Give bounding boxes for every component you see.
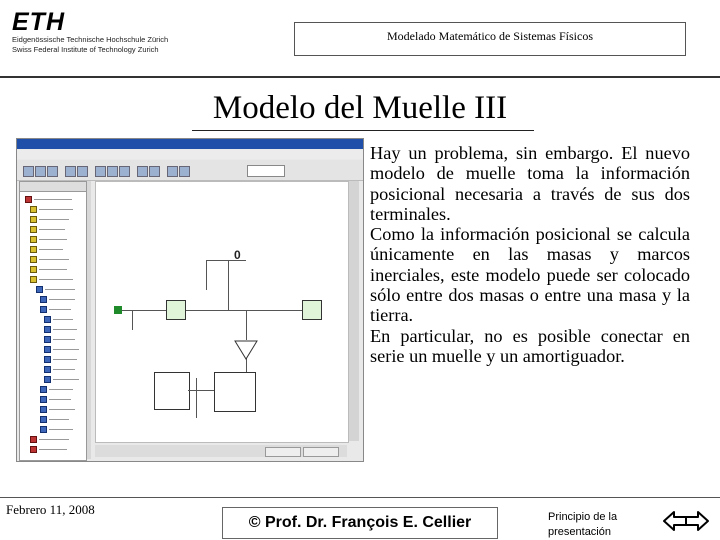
toolbar-icon: [167, 166, 178, 177]
toolbar-icon: [149, 166, 160, 177]
tree-node-label: [45, 289, 75, 290]
tree-node-icon: [30, 446, 37, 453]
tree-node-icon: [30, 226, 37, 233]
tree-node-label: [49, 399, 71, 400]
tree-node-icon: [30, 216, 37, 223]
tree-node-icon: [36, 286, 43, 293]
tree-node-label: [39, 259, 69, 260]
tree-node-label: [53, 349, 79, 350]
toolbar-icon: [35, 166, 46, 177]
tree-node-icon: [44, 366, 51, 373]
source-block: [114, 306, 122, 314]
tree-node-icon: [30, 236, 37, 243]
course-title: Modelado Matemático de Sistemas Físicos: [387, 29, 593, 43]
zero-constant-label: 0: [234, 248, 241, 262]
tree-node-icon: [44, 346, 51, 353]
tree-node-label: [53, 379, 79, 380]
tree-node-icon: [30, 256, 37, 263]
diagram-wire: [188, 390, 214, 391]
diagram-canvas: [95, 181, 349, 443]
tree-node-icon: [30, 436, 37, 443]
tree-node-icon: [40, 416, 47, 423]
toolbar-icon: [179, 166, 190, 177]
eth-logo-line1: Eidgenössische Technische Hochschule Zürich: [12, 35, 169, 44]
window-menu-bar: [17, 150, 363, 159]
slide-title: Modelo del Muelle III: [212, 90, 508, 126]
toolbar-icon: [23, 166, 34, 177]
paragraph-1: Hay un problema, sin embargo. El nuevo modelo de muelle toma la información posicional necesaria a través de sus dos terminales.: [370, 143, 690, 224]
tree-node-label: [49, 389, 73, 390]
tree-node-icon: [30, 276, 37, 283]
tree-node-label: [53, 369, 75, 370]
tree-node-icon: [44, 376, 51, 383]
embedded-screenshot: [16, 138, 364, 462]
tree-node-label: [39, 439, 69, 440]
back-forward-arrows-icon[interactable]: [662, 508, 710, 534]
tree-node-label: [39, 279, 73, 280]
canvas-scrollbar: [349, 181, 359, 441]
tree-node-label: [39, 239, 67, 240]
start-of-presentation-link[interactable]: Principio de la presentación: [548, 511, 618, 538]
diagram-wire: [132, 310, 133, 330]
window-toolbar: [17, 160, 363, 181]
tree-node-icon: [44, 356, 51, 363]
tree-node-icon: [40, 406, 47, 413]
tree-node-icon: [30, 246, 37, 253]
canvas-tab: [265, 447, 301, 457]
tree-node-icon: [40, 426, 47, 433]
toolbar-icon: [119, 166, 130, 177]
tree-node-label: [39, 269, 67, 270]
tree-node-label: [53, 359, 77, 360]
toolbar-icon: [77, 166, 88, 177]
tree-node-label: [39, 229, 65, 230]
tree-node-icon: [30, 206, 37, 213]
toolbar-icon: [137, 166, 148, 177]
diagram-wire: [228, 260, 229, 310]
splitter: [87, 181, 91, 459]
tree-node-icon: [30, 266, 37, 273]
tree-node-icon: [40, 296, 47, 303]
canvas-tab: [303, 447, 339, 457]
tree-node-label: [49, 299, 75, 300]
footer-rule: [0, 497, 720, 498]
tree-node-label: [49, 419, 69, 420]
tree-node-label: [49, 409, 75, 410]
paragraph-2: Como la información posicional se calcula únicamente en las masas y marcos inerciales, este modelo puede ser colocado sólo entre dos masas o entre una masa y la tierra.: [370, 224, 690, 326]
package-tree: [19, 181, 87, 461]
tree-node-icon: [40, 386, 47, 393]
tree-node-label: [39, 449, 67, 450]
gain-triangle-outline: [234, 340, 258, 360]
tree-node-label: [53, 329, 77, 330]
toolbar-icon: [95, 166, 106, 177]
integrator-block: [154, 372, 190, 410]
diagram-wire: [196, 378, 197, 418]
footer-date: Febrero 11, 2008: [6, 502, 95, 517]
toolbar-icon: [47, 166, 58, 177]
author-name: © Prof. Dr. François E. Cellier: [248, 514, 472, 531]
tree-node-icon: [44, 316, 51, 323]
author-box: [222, 507, 498, 539]
toolbar-icon: [107, 166, 118, 177]
tree-node-icon: [40, 396, 47, 403]
tree-node-icon: [25, 196, 32, 203]
paragraph-3: En particular, no es posible conectar en serie un muelle y un amortiguador.: [370, 325, 690, 366]
toolbar-icon: [65, 166, 76, 177]
tree-node-label: [53, 339, 75, 340]
tree-node-label: [39, 249, 63, 250]
course-title-box: [294, 22, 686, 56]
package-tree-header: [20, 182, 86, 192]
tree-node-icon: [44, 336, 51, 343]
canvas-tabs: [95, 445, 347, 457]
eth-logo-word: ETH: [12, 8, 65, 36]
zoom-combo: [247, 165, 285, 177]
header-rule: [0, 76, 720, 78]
title-underline: [192, 130, 534, 131]
diagram-wire: [206, 260, 207, 290]
state-block: [214, 372, 256, 412]
eth-logo: [12, 10, 202, 62]
tree-node-icon: [44, 326, 51, 333]
eth-logo-line2: Swiss Federal Institute of Technology Zurich: [12, 45, 159, 54]
tree-node-label: [49, 309, 71, 310]
slide-body: [370, 143, 690, 366]
tree-node-label: [49, 429, 73, 430]
right-component-block: [302, 300, 322, 320]
left-component-block: [166, 300, 186, 320]
window-title-bar: [17, 139, 363, 149]
tree-node-label: [34, 199, 72, 200]
tree-node-label: [53, 319, 73, 320]
tree-node-label: [39, 209, 73, 210]
tree-node-label: [39, 219, 69, 220]
diagram-wire: [122, 310, 166, 311]
tree-node-icon: [40, 306, 47, 313]
